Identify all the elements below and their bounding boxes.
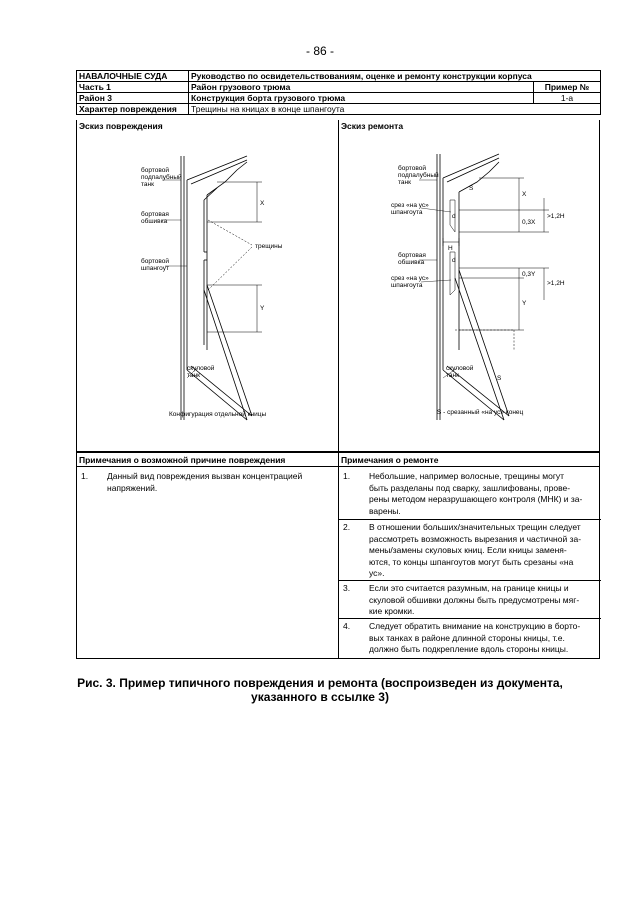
- repair-label-hopper-1: скуловой: [446, 365, 474, 372]
- repair-label-d-top: d: [452, 213, 456, 220]
- damage-label-hopper-1: скуловой: [187, 365, 215, 372]
- damage-label-cracks: трещины: [255, 243, 283, 250]
- damage-label-frame-2: шпангоут: [141, 265, 169, 272]
- header-table: [76, 70, 601, 115]
- damage-sketch-title: Эскиз повреждения: [79, 121, 163, 131]
- repair-note-3-number: 3.: [343, 583, 351, 593]
- figure-caption: [60, 676, 580, 704]
- cause-note-1-line-1: Данный вид повреждения вызван концентрацией: [107, 471, 303, 481]
- header-region: Район 3: [77, 93, 189, 104]
- repair-label-hopper-2: танк: [446, 372, 459, 379]
- repair-note-2-line-4: ются, то концы шпангоутов могут быть срезаны «на: [369, 556, 574, 567]
- repair-dim-y: Y: [522, 300, 527, 307]
- repair-note-1-number: 1.: [343, 471, 351, 481]
- repair-sketch-drawing: [339, 120, 600, 452]
- repair-label-shell-2: обшивка: [398, 259, 425, 266]
- header-damage-description: Трещины на кницах в конце шпангоута: [189, 104, 601, 115]
- notes-top-rule: [77, 452, 599, 453]
- repair-label-upper-tank-1: бортовой: [398, 165, 426, 172]
- header-damage-label: Характер повреждения: [77, 104, 189, 115]
- repair-note-4-line-2: вых танках в районе длинной стороны кницы, т.е.: [369, 632, 565, 643]
- repair-note-2-line-3: мены/замены скуловых книц. Если кницы заменя-: [369, 545, 567, 555]
- repair-note-1-line-4: варены.: [369, 505, 401, 516]
- notes-section: [76, 452, 600, 659]
- damage-label-shell-2: обшивка: [141, 218, 168, 225]
- header-row-2: [77, 82, 601, 93]
- damage-label-upper-tank-3: танк: [141, 181, 154, 188]
- repair-dim-03x: 0,3X: [522, 219, 536, 226]
- repair-dim-12h-bot: >1,2H: [547, 280, 565, 287]
- notes-divider: [338, 452, 339, 658]
- notes-title-rule: [77, 466, 599, 467]
- repair-label-upper-tank-2: подпалубный: [398, 172, 439, 179]
- damage-label-upper-tank-1: бортовой: [141, 167, 169, 174]
- figure-caption-line-2: указанного в ссылке 3): [251, 690, 389, 704]
- header-part: Часть 1: [77, 82, 189, 93]
- repair-dim-s-bot: S: [497, 375, 502, 382]
- repair-note-2-number: 2.: [343, 522, 351, 532]
- header-structure: Конструкция борта грузового трюма: [189, 93, 534, 104]
- repair-note-1-line-3: рены методом неразрушающего контроля (МНК) и за-: [369, 494, 583, 504]
- header-ship-type: НАВАЛОЧНЫЕ СУДА: [77, 71, 189, 82]
- header-example-label: Пример №: [534, 82, 601, 93]
- repair-label-snipe-bot-2: шпангоута: [391, 282, 423, 289]
- repair-note-4-line-1: Следует обратить внимание на конструкцию в борто-: [369, 621, 581, 631]
- damage-dim-x: X: [260, 200, 265, 207]
- repair-note-rule-2: [339, 580, 601, 581]
- repair-dim-x: X: [522, 191, 527, 198]
- repair-note-4-line-3: должно быть подкрепление вдоль стороны кницы.: [369, 644, 569, 654]
- cause-note-1-line-2: напряжений.: [107, 482, 158, 493]
- repair-note-4-number: 4.: [343, 621, 351, 631]
- repair-note-1-line-1: Небольшие, например волосные, трещины могут: [369, 471, 565, 481]
- damage-sketch-drawing: [77, 120, 338, 452]
- sketch-section: [76, 120, 600, 452]
- repair-note-2-line-2: рассмотреть возможность вырезания и частичной за-: [369, 533, 582, 544]
- repair-label-snipe-top-2: шпангоута: [391, 209, 423, 216]
- cause-note-1-number: 1.: [81, 471, 89, 481]
- repair-sketch-caption: S - срезанный «на ус» конец: [437, 409, 524, 416]
- damage-label-shell-1: бортовая: [141, 211, 169, 218]
- damage-label-frame-1: бортовой: [141, 258, 169, 265]
- cause-notes-title: Примечания о возможной причине повреждения: [79, 455, 286, 465]
- repair-note-2-line-5: ус».: [369, 568, 385, 578]
- repair-dim-12h-top: >1,2H: [547, 213, 565, 220]
- damage-label-upper-tank-2: подпалубный: [141, 174, 182, 181]
- repair-label-upper-tank-3: танк: [398, 179, 411, 186]
- repair-note-2-line-1: В отношении больших/значительных трещин следует: [369, 522, 581, 532]
- header-guide-title: Руководство по освидетельствованиям, оценке и ремонту конструкции корпуса: [189, 71, 601, 82]
- repair-note-1-line-2: быть разделаны под сварку, зашлифованы, прове-: [369, 482, 571, 493]
- repair-note-rule-3: [339, 618, 601, 619]
- repair-label-d-bot: d: [452, 257, 456, 264]
- repair-dim-03y: 0,3Y: [522, 271, 536, 278]
- repair-notes-title: Примечания о ремонте: [341, 455, 439, 465]
- repair-note-3-line-3: кие кромки.: [369, 606, 415, 616]
- repair-note-rule-1: [339, 519, 601, 520]
- damage-sketch-caption: Конфигурация отдельной кницы: [169, 411, 267, 418]
- repair-sketch-title: Эскиз ремонта: [341, 121, 404, 131]
- header-area: Район грузового трюма: [189, 82, 534, 93]
- repair-dim-s-top: S: [469, 185, 474, 192]
- damage-dim-y: Y: [260, 305, 265, 312]
- repair-dim-h: H: [448, 245, 453, 252]
- repair-label-snipe-top-1: срез «на ус»: [391, 202, 429, 209]
- repair-label-shell-1: бортовая: [398, 252, 426, 259]
- damage-label-hopper-2: танк: [187, 372, 200, 379]
- figure-caption-line-1: Рис. 3. Пример типичного повреждения и ремонта (воспроизведен из документа,: [77, 676, 563, 690]
- header-row-3: [77, 93, 601, 104]
- header-row-4: [77, 104, 601, 115]
- repair-label-snipe-bot-1: срез «на ус»: [391, 275, 429, 282]
- header-example-number: 1-а: [534, 93, 601, 104]
- header-row-1: [77, 71, 601, 82]
- repair-note-3-line-1: Если это считается разумным, на границе кницы и: [369, 583, 569, 593]
- page-number: - 86 -: [305, 44, 334, 58]
- repair-note-3-line-2: скуловой обшивки должны быть предусмотрены мяг-: [369, 594, 580, 605]
